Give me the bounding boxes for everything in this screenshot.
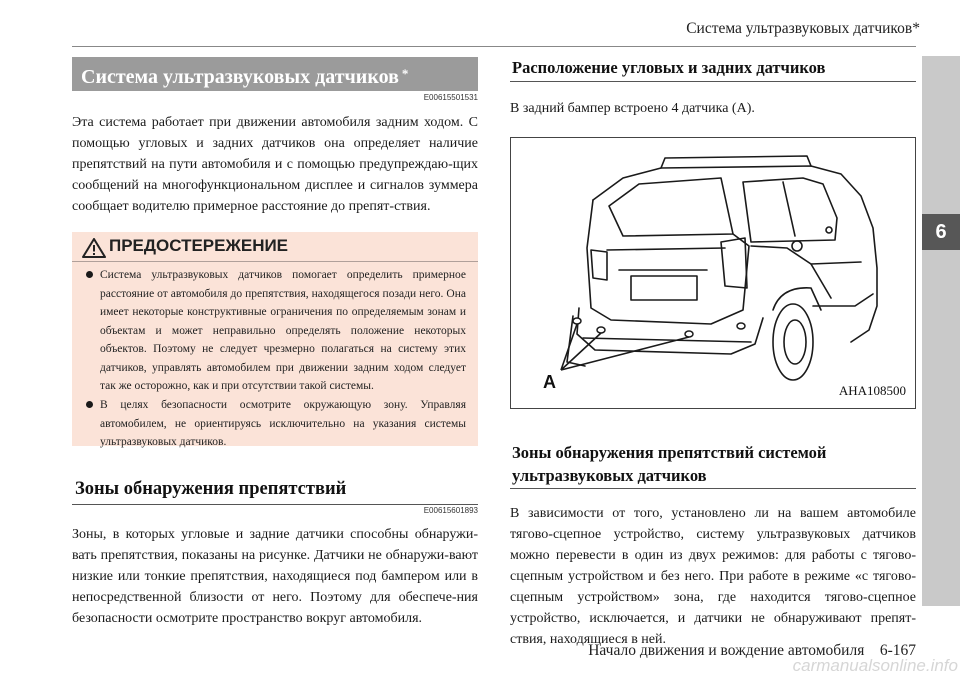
watermark[interactable]: carmanualsonline.info — [792, 656, 958, 675]
section-code: E00615501531 — [423, 93, 478, 102]
page-number: 6-167 — [879, 642, 916, 659]
sensor-location-figure — [510, 137, 916, 409]
warning-item — [86, 396, 466, 452]
bullet-icon — [86, 401, 93, 408]
zones-paragraph: Зоны, в которых угловые и задние датчики способны обнаружи-вать препятствия, показаны на рисунке. Датчики не обнаружи-вают низкие или тонкие препятствия, находящиеся под бампером или в непосредственной близости от него. Поэтому для обеспече-ния безопасности осмотрите пространство вокруг автомобиля. — [72, 527, 478, 626]
warning-item-text: В целях безопасности осмотрите окружающую зону. Управляя автомобилем, не ориентируясь исключительно на указания системы ультразвуковых датчиков. — [100, 399, 466, 448]
warning-triangle-icon — [82, 238, 106, 258]
warning-box — [72, 232, 478, 446]
running-header: Система ультразвуковых датчиков* — [686, 20, 920, 37]
towing-heading-rule — [510, 488, 916, 489]
bullet-icon — [86, 271, 93, 278]
footer-chapter-title: Начало движения и вождение автомобиля — [588, 642, 865, 659]
location-paragraph: В задний бампер встроено 4 датчика (A). — [510, 101, 755, 116]
header-rule — [72, 46, 916, 47]
location-heading-rule — [510, 81, 916, 82]
zones-heading-rule — [72, 504, 478, 505]
section-title — [72, 57, 478, 91]
towing-heading — [512, 441, 826, 487]
section-title-text: Система ультразвуковых датчиков — [81, 66, 399, 88]
intro-paragraph: Эта система работает при движении автомобиля задним ходом. С помощью угловых и задних датчиков она определяет наличие препятствий на пути автомобиля и с помощью предупреждаю-щих сообщений на многофункциональном дисплее и сигналов зуммера сообщает водителю примерное расстояние до препят-ствия. — [72, 115, 478, 214]
towing-heading-line1: Зоны обнаружения препятствий системой — [512, 443, 827, 462]
location-heading: Расположение угловых и задних датчиков — [512, 58, 826, 77]
zones-code: E00615601893 — [423, 506, 478, 515]
warning-item-text: Система ультразвуковых датчиков помогает определить примерное расстояние от автомобиля до препятствия, находящегося позади него. Она имеет некоторые конструктивные ограничения по определяемым зонам и объектам и может неправильно определять положение некоторых объектов. Поэтому не следует чрезмерно полагаться на систему этих датчиков, управлять автомобилем при движении задним ходом следует так же осторожно, как и при отсутствии такой системы. — [100, 269, 466, 392]
warning-title: ПРЕДОСТЕРЕЖЕНИЕ — [109, 236, 289, 255]
car-rear-sensors-illustration — [511, 138, 915, 408]
section-title-asterisk: * — [401, 66, 409, 81]
figure-code: AHA108500 — [838, 383, 906, 398]
warning-item — [86, 266, 466, 396]
zones-heading: Зоны обнаружения препятствий — [75, 479, 347, 499]
warning-header — [72, 232, 478, 262]
chapter-tab — [922, 56, 960, 606]
towing-heading-line2: ультразвуковых датчиков — [512, 466, 707, 485]
chapter-number-tab[interactable]: 6 — [922, 214, 960, 250]
figure-label-a: A — [543, 372, 556, 392]
towing-paragraph: В зависимости от того, установлено ли на вашем автомобиле тягово-сцепное устройство, систему ультразвуковых датчиков можно перевести в один из двух режимов: для работы с тягово-сцепным устройством и без него. При работе в режиме «с тягово-сцепным устройством» зона, где находится тягово-сцепное устройство, исключается, и датчики не обнаруживают препят-ствия, находящиеся в ней. — [510, 506, 916, 647]
